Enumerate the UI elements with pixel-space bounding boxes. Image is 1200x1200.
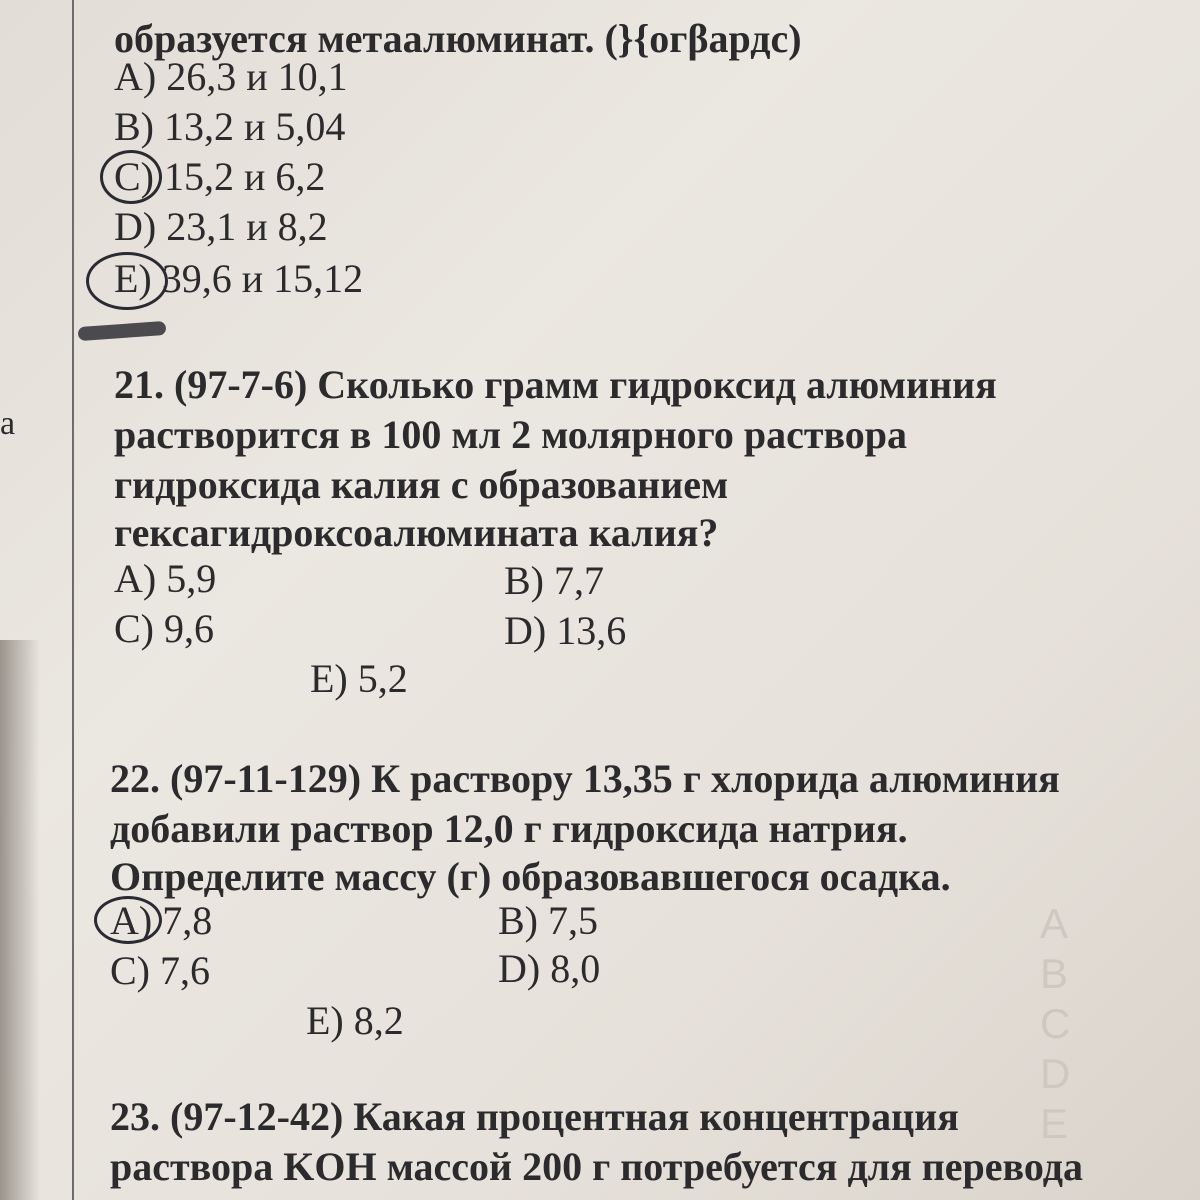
q21-line-2: растворится в 100 мл 2 молярного раствора — [114, 412, 908, 457]
show-through-letter: C — [1040, 1000, 1071, 1047]
q21-option-a: A) 5,9 — [114, 556, 217, 601]
q21-option-c: C) 9,6 — [114, 606, 214, 651]
q21-line-3: гидроксида калия с образованием — [114, 462, 729, 507]
q21-line-1: 21. (97-7-6) Сколько грамм гидроксид алюминия — [114, 362, 997, 407]
q21-option-e: E) 5,2 — [310, 656, 408, 701]
q21-option-d: D) 13,6 — [504, 608, 627, 653]
show-through-letter: A — [1040, 900, 1069, 947]
pen-circle-prev-c — [100, 150, 162, 204]
prev-option-e: E) 39,6 и 15,12 — [114, 256, 364, 301]
prev-option-b: B) 13,2 и 5,04 — [114, 104, 346, 149]
q21-option-b: B) 7,7 — [504, 558, 604, 603]
margin-rule — [72, 0, 74, 1200]
pen-circle-prev-e — [86, 252, 168, 310]
q23-line-2: раствора KOH массой 200 г потребуется для перевода — [110, 1144, 1083, 1189]
page-edge-shadow — [0, 640, 40, 1200]
show-through-letter: B — [1040, 950, 1069, 997]
prev-option-c: C) 15,2 и 6,2 — [114, 154, 326, 199]
pen-scribble-mark — [78, 321, 167, 341]
q22-line-3: Определите массу (г) образовавшегося осадка. — [110, 854, 951, 899]
q21-line-4: гексагидроксоалюмината калия? — [114, 510, 719, 555]
margin-letter: a — [0, 405, 16, 442]
show-through-letter: D — [1040, 1050, 1071, 1097]
prev-option-a: A) 26,3 и 10,1 — [114, 54, 348, 99]
q22-option-a: A) 7,8 — [110, 898, 213, 943]
q22-option-c: C) 7,6 — [110, 948, 210, 993]
q22-option-e: E) 8,2 — [306, 998, 404, 1043]
q23-line-1: 23. (97-12-42) Какая процентная концентрация — [110, 1094, 959, 1139]
q22-line-1: 22. (97-11-129) К раствору 13,35 г хлорида алюминия — [110, 756, 1060, 801]
q22-option-d: D) 8,0 — [498, 946, 601, 991]
q22-option-b: B) 7,5 — [498, 898, 598, 943]
q22-line-2: добавили раствор 12,0 г гидроксида натрия. — [110, 806, 908, 851]
pen-circle-q22-a — [94, 896, 162, 944]
prev-option-d: D) 23,1 и 8,2 — [114, 204, 328, 249]
prev-question-tail: образуется метаалюминат. (}{огβардс) — [114, 16, 802, 61]
show-through-letter: E — [1040, 1100, 1069, 1147]
